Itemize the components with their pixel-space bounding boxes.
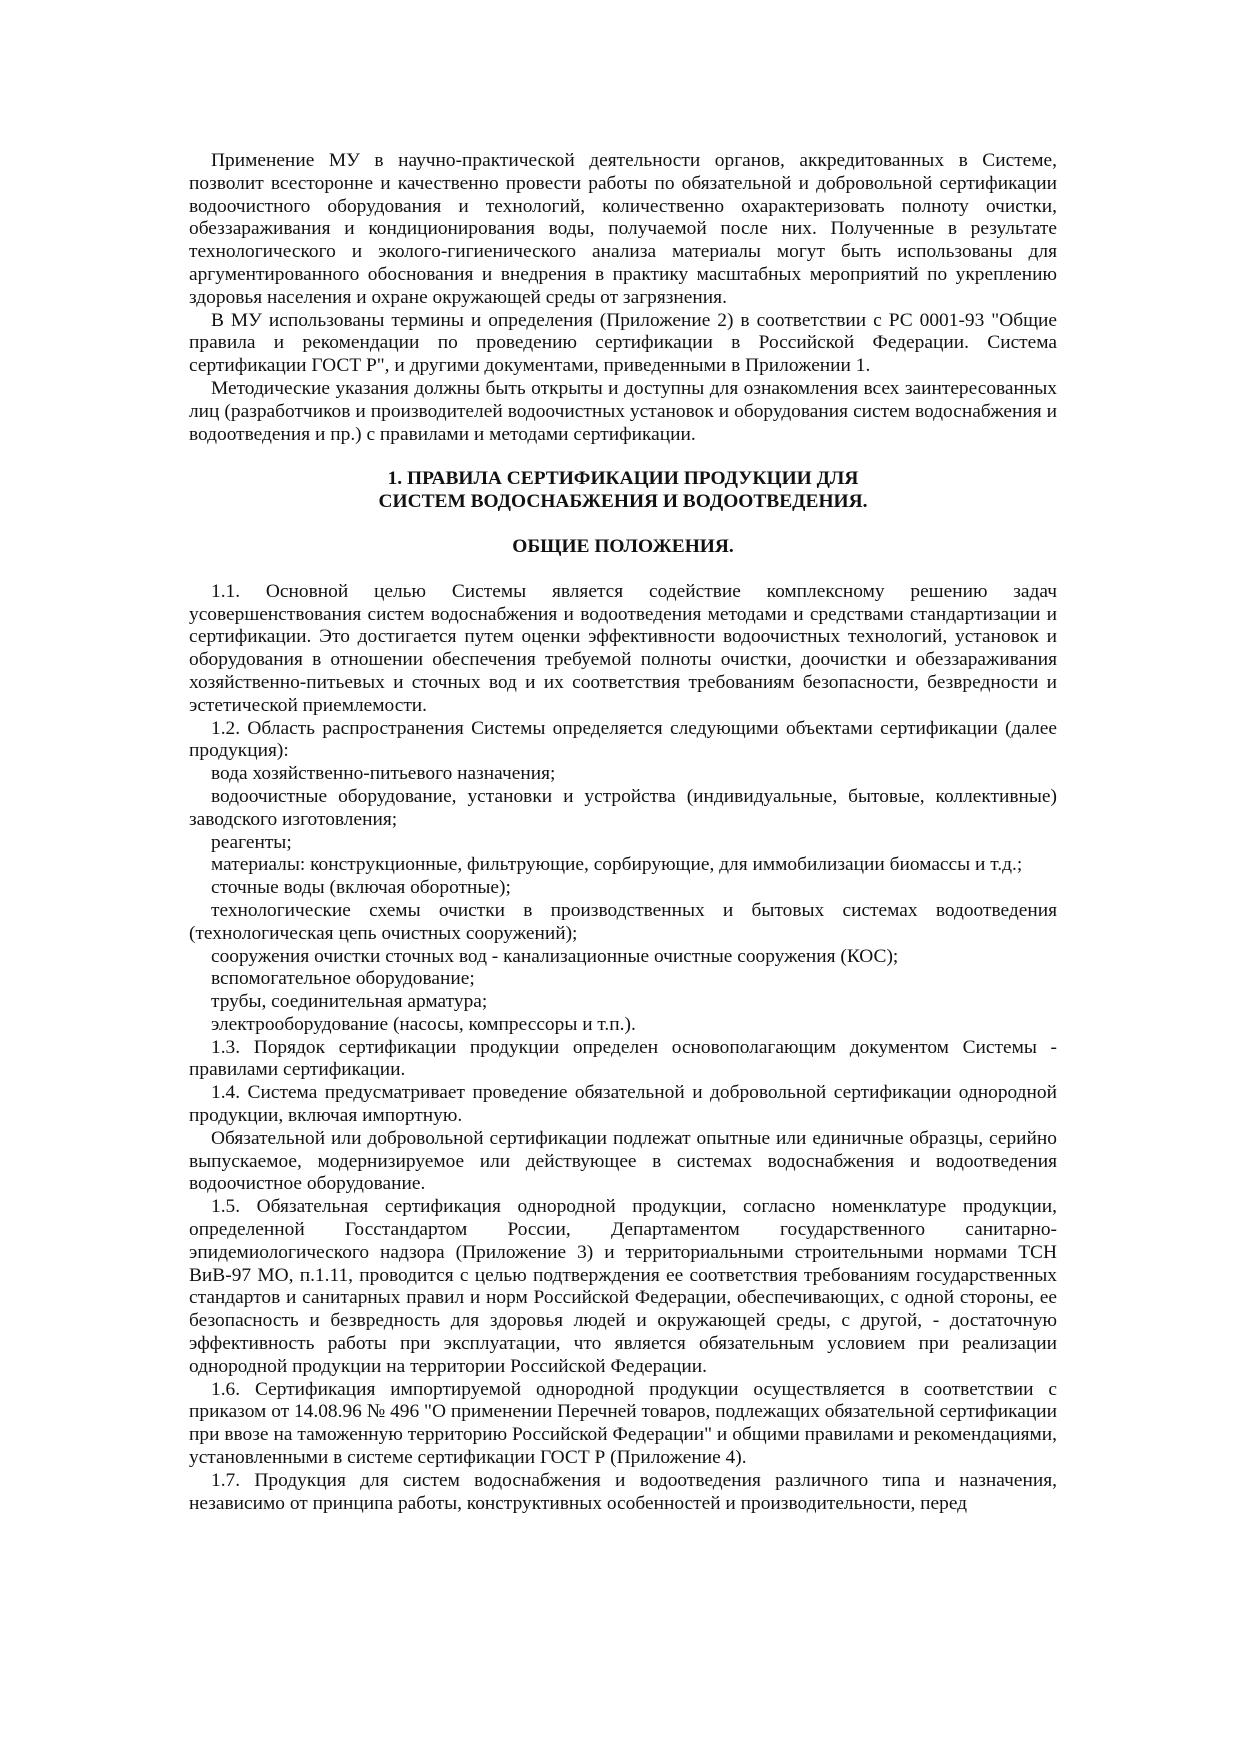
paragraph-1-7: 1.7. Продукция для систем водоснабжения и водоотведения различного типа и назначения, независимо от принципа работы, конструктивных особенностей и производительности, перед — [189, 1469, 1057, 1514]
paragraph-1-4-continued: Обязательной или добровольной сертификации подлежат опытные или единичные образцы, серийно выпускаемое, модернизируемое или действующее в системах водоснабжения и водоотведения водоочистное оборудование. — [189, 1127, 1057, 1195]
paragraph-intro-1: Применение МУ в научно-практической деятельности органов, аккредитованных в Системе, позволит всесторонне и качественно провести работы по обязательной и добровольной сертификации водоочистного оборудования и технологий, количественно охарактеризовать полноту очистки, обеззараживания и кондиционирования воды, получаемой после них. Полученные в результате технологического и эколого-гигиенического анализа материалы могут быть использованы для аргументированного обоснования и внедрения в практику масштабных мероприятий по укреплению здоровья населения и охране окружающей среды от загрязнения. — [189, 150, 1057, 308]
document-page — [189, 150, 1057, 1515]
list-item: технологические схемы очистки в производственных и бытовых системах водоотведения (технологическая цепь очистных сооружений); — [189, 899, 1057, 944]
paragraph-intro-3: Методические указания должны быть открыты и доступны для ознакомления всех заинтересованных лиц (разработчиков и производителей водоочистных установок и оборудования систем водоснабжения и водоотведения и пр.) с правилами и методами сертификации. — [189, 377, 1057, 445]
list-item: сточные воды (включая оборотные); — [211, 877, 511, 899]
section-subtitle: ОБЩИЕ ПОЛОЖЕНИЯ. — [512, 535, 734, 557]
list-item: водоочистные оборудование, установки и устройства (индивидуальные, бытовые, коллективные) заводского изготовления; — [189, 785, 1057, 830]
list-item: электрооборудование (насосы, компрессоры и т.п.). — [211, 1013, 636, 1035]
paragraph-1-5: 1.5. Обязательная сертификация однородной продукции, согласно номенклатуре продукции, определенной Госстандартом России, Департаментом государственного санитарно-эпидемиологического надзора (Приложение 3) и территориальными строительными нормами ТСН ВиВ-97 МО, п.1.11, проводится с целью подтверждения ее соответствия требованиям государственных стандартов и санитарных правил и норм Российской Федерации, обеспечивающих, с одной стороны, ее безопасность и безвредность для здоровья людей и окружающей среды, с другой, - достаточную эффективность работы при эксплуатации, что является обязательным условием при реализации однородной продукции на территории Российской Федерации. — [189, 1196, 1057, 1377]
list-item: материалы: конструкционные, фильтрующие, сорбирующие, для иммобилизации биомассы и т.д.; — [211, 854, 1023, 876]
paragraph-1-2: 1.2. Область распространения Системы определяется следующими объектами сертификации (далее продукция): — [189, 717, 1057, 762]
paragraph-1-3: 1.3. Порядок сертификации продукции определен основополагающим документом Системы - правилами сертификации. — [189, 1036, 1057, 1081]
section-title-line-1: 1. ПРАВИЛА СЕРТИФИКАЦИИ ПРОДУКЦИИ ДЛЯ — [387, 468, 859, 490]
section-title-line-2: СИСТЕМ ВОДОСНАБЖЕНИЯ И ВОДООТВЕДЕНИЯ. — [378, 491, 868, 513]
list-item: сооружения очистки сточных вод - канализационные очистные сооружения (КОС); — [211, 945, 899, 967]
paragraph-1-6: 1.6. Сертификация импортируемой однородной продукции осуществляется в соответствии с приказом от 14.08.96 № 496 "О применении Перечней товаров, подлежащих обязательной сертификации при ввозе на таможенную территорию Российской Федерации" и общими правилами и рекомендациями, установленными в системе сертификации ГОСТ Р (Приложение 4). — [189, 1378, 1057, 1469]
list-item: реагенты; — [211, 831, 292, 853]
list-item: трубы, соединительная арматура; — [211, 991, 488, 1013]
list-item: вспомогательное оборудование; — [211, 968, 475, 990]
paragraph-intro-2: В МУ использованы термины и определения (Приложение 2) в соответствии с РС 0001-93 "Общие правила и рекомендации по проведению сертификации в Российской Федерации. Система сертификации ГОСТ Р", и другими документами, приведенными в Приложении 1. — [189, 309, 1057, 377]
list-item: вода хозяйственно-питьевого назначения; — [211, 763, 556, 785]
paragraph-1-1: 1.1. Основной целью Системы является содействие комплексному решению задач усовершенствования систем водоснабжения и водоотведения методами и средствами стандартизации и сертификации. Это достигается путем оценки эффективности водоочистных технологий, установок и оборудования в отношении обеспечения требуемой полноты очистки, доочистки и обеззараживания хозяйственно-питьевых и сточных вод и их соответствия требованиям безопасности, безвредности и эстетической приемлемости. — [189, 580, 1057, 716]
paragraph-1-4: 1.4. Система предусматривает проведение обязательной и добровольной сертификации однородной продукции, включая импортную. — [189, 1082, 1057, 1127]
